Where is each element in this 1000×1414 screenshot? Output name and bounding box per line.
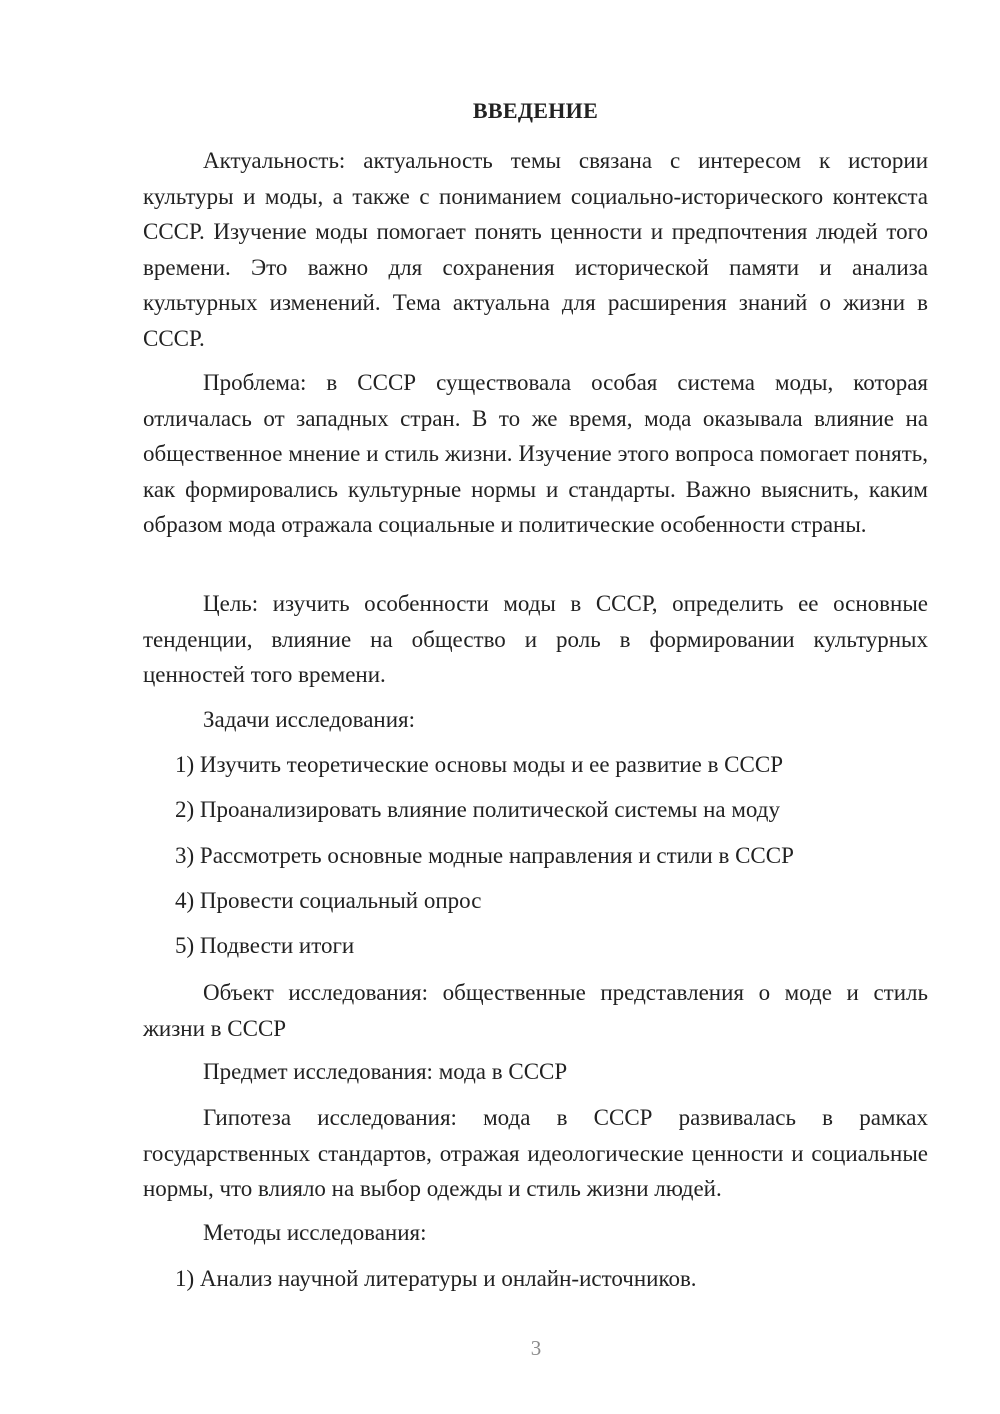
problem-paragraph: Проблема: в СССР существовала особая система моды, которая отличалась от западных стран. В то же время, мода оказывала влияние на общественное мнение и стиль жизни. Изучение этого вопроса помогает понять, как формировались культурные нормы и стандарты. Важно выяснить, каким образом мода отражала социальные и политические особенности страны. xyxy=(143,370,928,537)
object-paragraph: Объект исследования: общественные представления о моде и стиль жизни в СССР xyxy=(143,980,928,1041)
subject-paragraph: Предмет исследования: мода в СССР xyxy=(203,1059,568,1084)
page-title: ВВЕДЕНИЕ xyxy=(472,98,599,123)
task-item-3: 3) Рассмотреть основные модные направления и стили в СССР xyxy=(175,843,794,868)
hypothesis-paragraph: Гипотеза исследования: мода в СССР развивалась в рамках государственных стандартов, отражая идеологические ценности и социальные нормы, что влияло на выбор одежды и стиль жизни людей. xyxy=(143,1105,928,1201)
method-item-1: 1) Анализ научной литературы и онлайн-источников. xyxy=(175,1266,697,1291)
task-item-4: 4) Провести социальный опрос xyxy=(175,888,482,913)
task-item-1: 1) Изучить теоретические основы моды и ее развитие в СССР xyxy=(175,752,783,777)
methods-heading: Методы исследования: xyxy=(203,1220,427,1245)
relevance-paragraph: Актуальность: актуальность темы связана с интересом к истории культуры и моды, а также с пониманием социально-исторического контекста СССР. Изучение моды помогает понять ценности и предпочтения людей того времени. Это важно для сохранения исторической памяти и анализа культурных изменений. Тема актуальна для расширения знаний о жизни в СССР. xyxy=(143,148,928,351)
tasks-heading: Задачи исследования: xyxy=(203,707,416,732)
goal-paragraph: Цель: изучить особенности моды в СССР, определить ее основные тенденции, влияние на общество и роль в формировании культурных ценностей того времени. xyxy=(143,591,928,687)
task-item-2: 2) Проанализировать влияние политической системы на моду xyxy=(175,797,780,822)
page-number: 3 xyxy=(530,1336,542,1360)
task-item-5: 5) Подвести итоги xyxy=(175,933,355,958)
